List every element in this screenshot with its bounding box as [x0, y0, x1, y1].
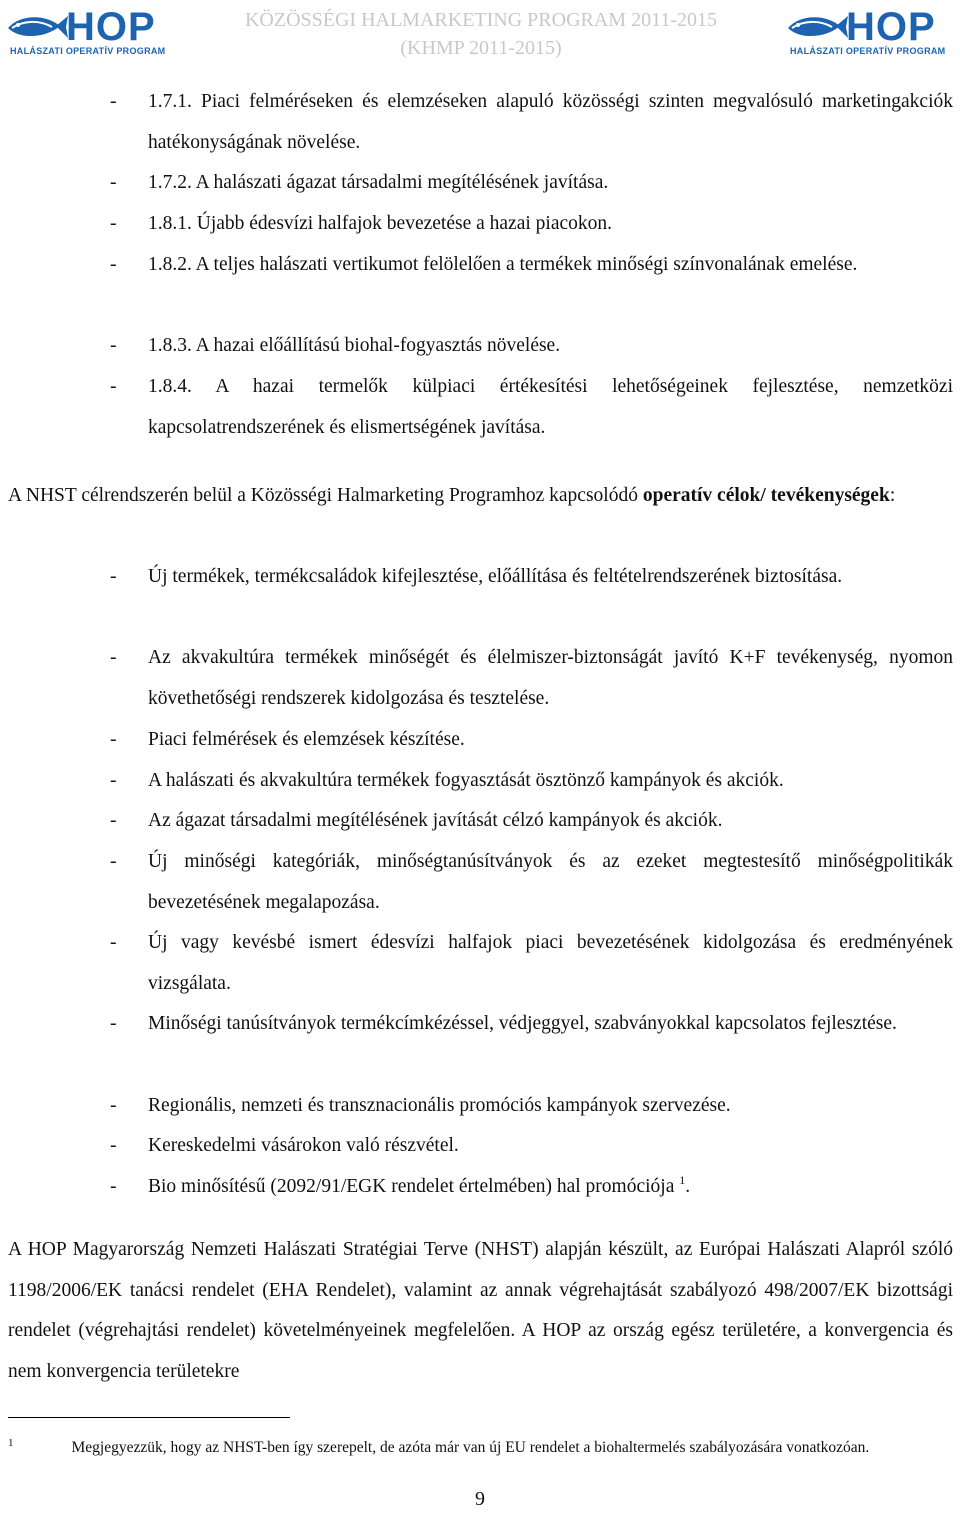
- list-item-text: Piaci felmérések és elemzések készítése.: [148, 729, 465, 750]
- title-line-1: KÖZÖSSÉGI HALMARKETING PROGRAM 2011-2015: [244, 9, 718, 31]
- list-dash: -: [110, 1013, 117, 1034]
- list-item-text: 1.8.4. A hazai termelők külpiaci értékesítési lehetőségeinek fejlesztése, nemzetközi kapcsolatrendszerének és elismertségének javítása.: [148, 376, 953, 438]
- list-item-text: 1.7.2. A halászati ágazat társadalmi megítélésének javítása.: [148, 172, 609, 193]
- list-item: [110, 557, 953, 598]
- list-dash: -: [110, 647, 117, 668]
- list-item-text: 1.8.3. A hazai előállítású biohal-fogyasztás növelése.: [148, 335, 561, 356]
- list-item: [110, 204, 953, 245]
- list-item: [110, 638, 953, 719]
- list-dash: -: [110, 851, 117, 872]
- list-item: [110, 1004, 953, 1045]
- list-item-text: Új termékek, termékcsaládok kifejlesztése, előállítása és feltételrendszerének biztosítása.: [148, 566, 843, 587]
- logo-subtitle: HALÁSZATI OPERATÍV PROGRAM: [790, 46, 946, 56]
- list-item-text: Minőségi tanúsítványok termékcímkézéssel, védjeggyel, szabványokkal kapcsolatos fejlesztése.: [148, 1013, 897, 1034]
- list-item-text: A halászati és akvakultúra termékek fogyasztását ösztönző kampányok és akciók.: [148, 770, 784, 791]
- list-dash: -: [110, 376, 117, 397]
- list-item: [110, 923, 953, 1004]
- list-item-text: Kereskedelmi vásárokon való részvétel.: [148, 1135, 459, 1156]
- intro-text: A NHST célrendszerén belül a Közösségi Halmarketing Programhoz kapcsolódó: [8, 485, 643, 506]
- list-dash: -: [110, 91, 117, 112]
- footnote: [8, 1431, 953, 1460]
- logo-text: HOP: [66, 5, 156, 49]
- list-item: [110, 761, 953, 802]
- list-item-text: 1.7.1. Piaci felméréseken és elemzéseken alapuló közösségi szinten megvalósuló marketingakciók hatékonyságának növelése.: [148, 91, 953, 153]
- intro-bold: operatív célok/ tevékenységek: [642, 485, 890, 506]
- list-dash: -: [110, 172, 117, 193]
- hop-logo-left: [6, 6, 174, 58]
- list-item-text: Az ágazat társadalmi megítélésének javítását célzó kampányok és akciók.: [148, 810, 723, 831]
- list-item-text: Regionális, nemzeti és transznacionális promóciós kampányok szervezése.: [148, 1095, 731, 1116]
- list-item: [110, 82, 953, 163]
- hop-logo-right: [786, 6, 954, 58]
- list-item-text: 1.8.1. Újabb édesvízi halfajok bevezetése a hazai piacokon.: [148, 213, 613, 234]
- footnote-separator: [8, 1417, 290, 1418]
- footnote-reference[interactable]: 1: [679, 1173, 686, 1187]
- list-dash: -: [110, 1095, 117, 1116]
- document-title: [186, 6, 776, 62]
- list-dash: -: [110, 810, 117, 831]
- list-item-text: Új minőségi kategóriák, minőségtanúsítványok és az ezeket megtestesítő minőségpolitikák bevezetésének megalapozása.: [148, 851, 953, 913]
- footnote-text: Megjegyezzük, hogy az NHST-ben így szerepelt, de azóta már van új EU rendelet a biohaltermelés szabályozására vonatkozóan.: [71, 1439, 870, 1456]
- list-dash: -: [110, 566, 117, 587]
- page-header: [0, 0, 960, 64]
- list-dash: -: [110, 1135, 117, 1156]
- list-item: [110, 245, 953, 286]
- title-line-2: (KHMP 2011-2015): [400, 37, 562, 59]
- list-dash: -: [110, 729, 117, 750]
- list-item: [110, 842, 953, 923]
- logo-subtitle: HALÁSZATI OPERATÍV PROGRAM: [10, 46, 166, 56]
- list-item: [110, 326, 953, 367]
- list-dash: -: [110, 335, 117, 356]
- page-number: 9: [475, 1488, 485, 1510]
- list-item: [110, 801, 953, 842]
- list-item: [110, 1126, 953, 1167]
- list-item: [110, 1167, 953, 1208]
- list-item: [110, 1086, 953, 1127]
- list-item-text: 1.8.2. A teljes halászati vertikumot felölelően a termékek minőségi színvonalának emelése.: [148, 254, 858, 275]
- list-item: [110, 720, 953, 761]
- closing-paragraph: A HOP Magyarország Nemzeti Halászati Stratégiai Terve (NHST) alapján készült, az Európai Halászati Alapról szóló 1198/2006/EK tanácsi rendelet (EHA Rendelet), valamint az annak végrehajtását szabályozó 498/2007/EK bizottsági rendelet (végrehajtási rendelet) követelményeinek megfelelően. A HOP az ország egész területére, a konvergencia és nem konvergencia területekre: [8, 1239, 953, 1383]
- list-item-text: Az akvakultúra termékek minőségét és élelmiszer-biztonságát javító K+F tevékenység, nyomon követhetőségi rendszerek kidolgozása és tesztelése.: [148, 647, 953, 709]
- list-dash: -: [110, 1176, 117, 1197]
- intro-paragraph: [8, 476, 953, 517]
- list-dash: -: [110, 770, 117, 791]
- bio-item-end: .: [685, 1176, 691, 1197]
- logo-text: HOP: [846, 5, 936, 49]
- list-item-text: [148, 1167, 953, 1208]
- list-dash: -: [110, 213, 117, 234]
- list-item: [110, 367, 953, 448]
- bio-item-text: Bio minősítésű (2092/91/EGK rendelet értelmében) hal promóciója: [148, 1176, 675, 1197]
- fish-logo-icon: [786, 12, 848, 42]
- intro-end: :: [889, 485, 896, 506]
- fish-logo-icon: [6, 12, 68, 42]
- list-dash: -: [110, 932, 117, 953]
- list-dash: -: [110, 254, 117, 275]
- list-item: [110, 163, 953, 204]
- list-item-text: Új vagy kevésbé ismert édesvízi halfajok piaci bevezetésének kidolgozása és eredményének vizsgálata.: [148, 932, 953, 994]
- footnote-mark: 1: [8, 1437, 14, 1449]
